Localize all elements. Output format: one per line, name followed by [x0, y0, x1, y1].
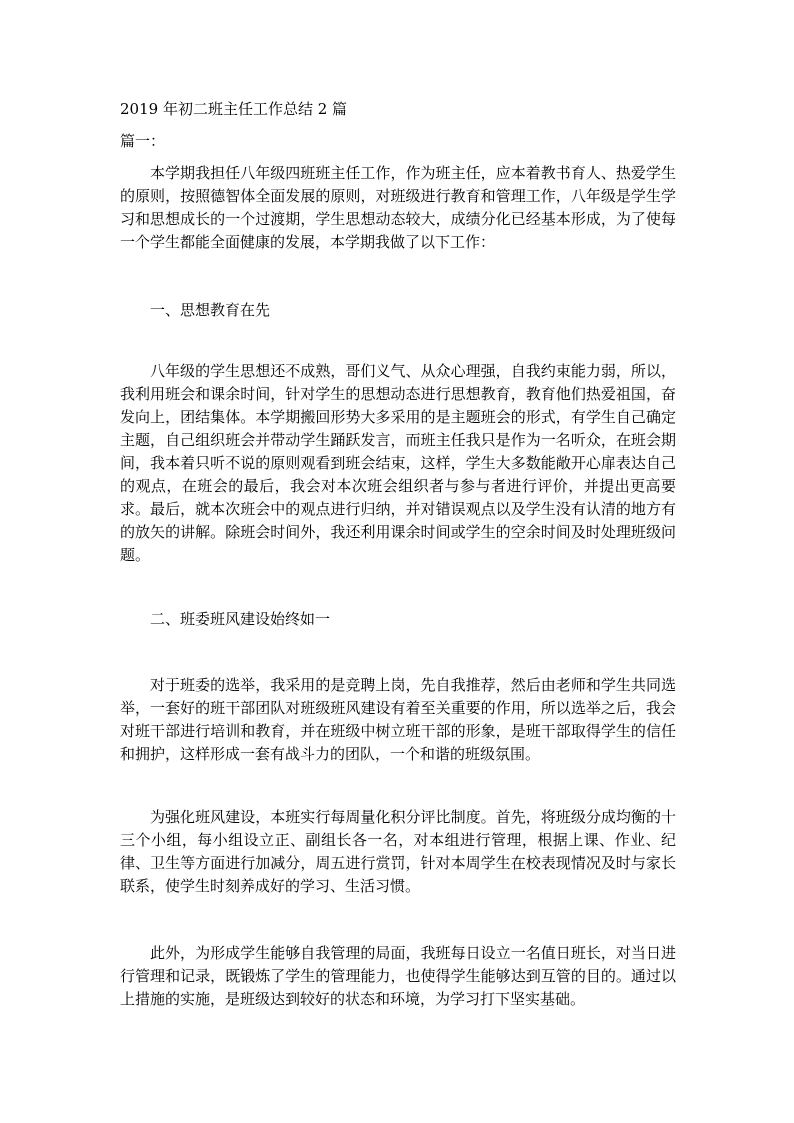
section1-heading: 一、思想教育在先	[150, 301, 271, 319]
document-title: 2019 年初二班主任工作总结 2 篇	[120, 100, 348, 118]
section1-paragraph: 八年级的学生思想还不成熟，哥们义气、从众心理强，自我约束能力弱，所以，我利用班会和课余时间，针对学生的思想动态进行思想教育，教育他们热爱祖国，奋发向上，团结集体。本学期搬回形势大多采用的是主题班会的形式，有学生自己确定主题，自己组织班会并带动学生踊跃发言，而班主任我只是作为一名听众，在班会期间，我本着只听不说的原则观看到班会结束，这样，学生大多数能敞开心扉表达自己的观点，在班会的最后，我会对本次班会组织者与参与者进行评价，并提出更高要求。最后，就本次班会中的观点进行归纳，并对错误观点以及学生没有认清的地方有的放矢的讲解。除班会时间外，我还利用课余时间或学生的空余时间及时处理班级问题。	[120, 362, 676, 564]
section2-paragraph-1: 对于班委的选举，我采用的是竞聘上岗，先自我推荐，然后由老师和学生共同选举，一套好的班干部团队对班级班风建设有着至关重要的作用，所以选举之后，我会对班干部进行培训和教育，并在班级中树立班干部的形象，是班干部取得学生的信任和拥护，这样形成一套有战斗力的团队，一个和谐的班级氛围。	[120, 676, 676, 763]
section2-paragraph-3: 此外，为形成学生能够自我管理的局面，我班每日设立一名值日班长，对当日进行管理和记录，既锻炼了学生的管理能力，也使得学生能够达到互管的目的。通过以上措施的实施，是班级达到较好的状态和环境，为学习打下坚实基础。	[120, 944, 676, 1008]
section2-heading: 二、班委班风建设始终如一	[150, 610, 331, 628]
intro-paragraph: 本学期我担任八年级四班班主任工作，作为班主任，应本着教书育人、热爱学生的原则，按照德智体全面发展的原则，对班级进行教育和管理工作，八年级是学生学习和思想成长的一个过渡期，学生思想动态较大，成绩分化已经基本形成，为了使每一个学生都能全面健康的发展，本学期我做了以下工作：	[120, 164, 676, 251]
part-label: 篇一：	[120, 132, 166, 150]
section2-paragraph-2: 为强化班风建设，本班实行每周量化积分评比制度。首先，将班级分成均衡的十三个小组，每小组设立正、副组长各一名，对本组进行管理，根据上课、作业、纪律、卫生等方面进行加减分，周五进行赏罚，针对本周学生在校表现情况及时与家长联系，使学生时刻养成好的学习、生活习惯。	[120, 808, 676, 895]
